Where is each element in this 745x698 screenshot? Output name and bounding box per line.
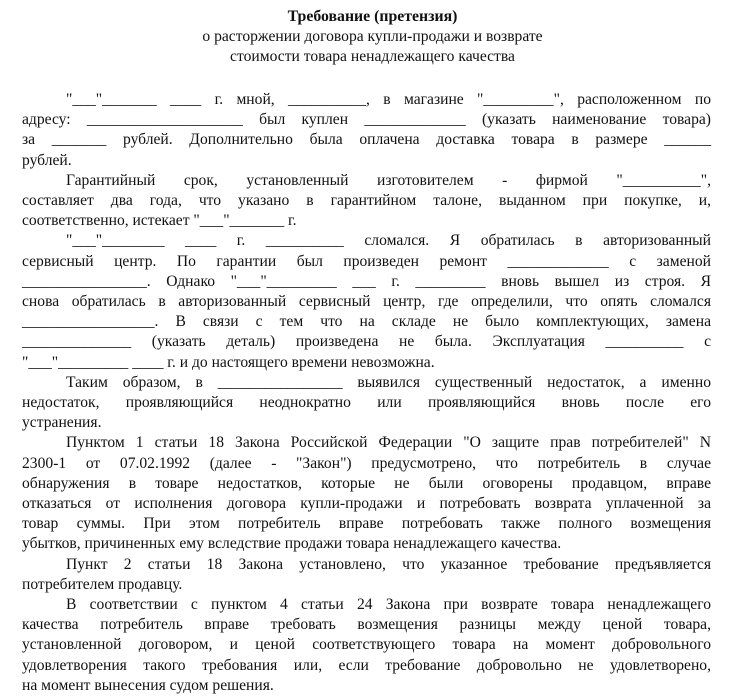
document-body	[22, 90, 711, 696]
paragraph-law-article-24-4	[22, 595, 711, 696]
text-line: "___"_______ ____ г. мной, __________, в магазине "_________", расположенном по	[66, 91, 711, 108]
text-line: устранения.	[22, 414, 102, 432]
paragraph-breakdown	[22, 231, 711, 372]
document-title: Требование (претензия)	[287, 8, 458, 25]
text-line: отказаться от исполнения договора купли-продажи и потребовать возврата уплаченной за	[22, 495, 711, 513]
document-subtitle-line: о расторжении договора купли-продажи и возврате	[202, 28, 543, 45]
paragraph-law-article-18-2	[22, 555, 711, 595]
text-line: _________________. В связи с тем что на складе не было комплектующих, замена	[22, 313, 711, 331]
text-line: Гарантийный срок, установленный изготовителем - фирмой "__________",	[66, 171, 711, 189]
text-line: обнаружения в товаре недостатков, которые не были оговорены продавцом, вправе	[22, 474, 711, 492]
text-line: убытков, причиненных ему вследствие продажи товара ненадлежащего качества.	[22, 535, 562, 553]
text-line: недостаток, проявляющийся неоднократно или проявляющийся вновь после его	[22, 394, 711, 412]
paragraph-warranty	[22, 171, 711, 232]
text-line: ______________ (указать деталь) произведена не была. Эксплуатация __________ с	[22, 333, 711, 351]
paragraph-purchase	[22, 90, 711, 171]
text-line: составляет два года, что указано в гарантийном талоне, выданном при покупке, и,	[22, 192, 711, 210]
text-line: на момент вынесения судом решения.	[22, 676, 274, 694]
text-line: товар суммы. При этом потребитель вправе потребовать также полного возмещения	[22, 515, 711, 533]
text-line: потребителем продавцу.	[22, 575, 183, 593]
text-line: Пунктом 1 статьи 18 Закона Российской Федерации "О защите прав потребителей" N	[66, 434, 711, 452]
text-line: "___"________ ____ г. __________ сломался. Я обратилась в авторизованный	[66, 232, 711, 250]
text-line: "___"_________ ____ г. и до настоящего времени невозможна.	[22, 353, 435, 371]
document-header	[0, 7, 745, 67]
text-line: снова обратилась в авторизованный сервисный центр, где определили, что опять сломался	[22, 293, 711, 311]
text-line: Таким образом, в ________________ выявился существенный недостаток, а именно	[66, 373, 711, 391]
text-line: ________________. Однако "___"_________ ___ г. _________ вновь вышел из строя. Я	[22, 272, 711, 290]
text-line: В соответствии с пунктом 4 статьи 24 Закона при возврате товара ненадлежащего	[66, 596, 711, 614]
text-line: соответственно, истекает "___"_______ г.	[22, 212, 297, 230]
text-line: установленной договором, и ценой соответствующего товара на момент добровольного	[22, 636, 711, 654]
text-line: Пункт 2 статьи 18 Закона установлено, что указанное требование предъявляется	[66, 555, 711, 573]
text-line: удовлетворения такого требования или, если требование добровольно не удовлетворено,	[22, 656, 711, 674]
document-subtitle-line: стоимости товара ненадлежащего качества	[230, 48, 515, 65]
text-line: рублей.	[22, 151, 72, 169]
text-line: адресу: ____________________ был куплен _____________ (указать наименование товара)	[22, 111, 711, 129]
paragraph-law-article-18-1	[22, 433, 711, 554]
text-line: за _______ рублей. Дополнительно была оплачена доставка товара в размере ______	[22, 131, 711, 149]
text-line: качества потребитель вправе требовать возмещения разницы между ценой товара,	[22, 616, 711, 634]
text-line: 2300-1 от 07.02.1992 (далее - "Закон") предусмотрено, что потребитель в случае	[22, 454, 711, 472]
paragraph-defect	[22, 373, 711, 434]
text-line: сервисный центр. По гарантии был произведен ремонт _____________ с заменой	[22, 252, 711, 270]
